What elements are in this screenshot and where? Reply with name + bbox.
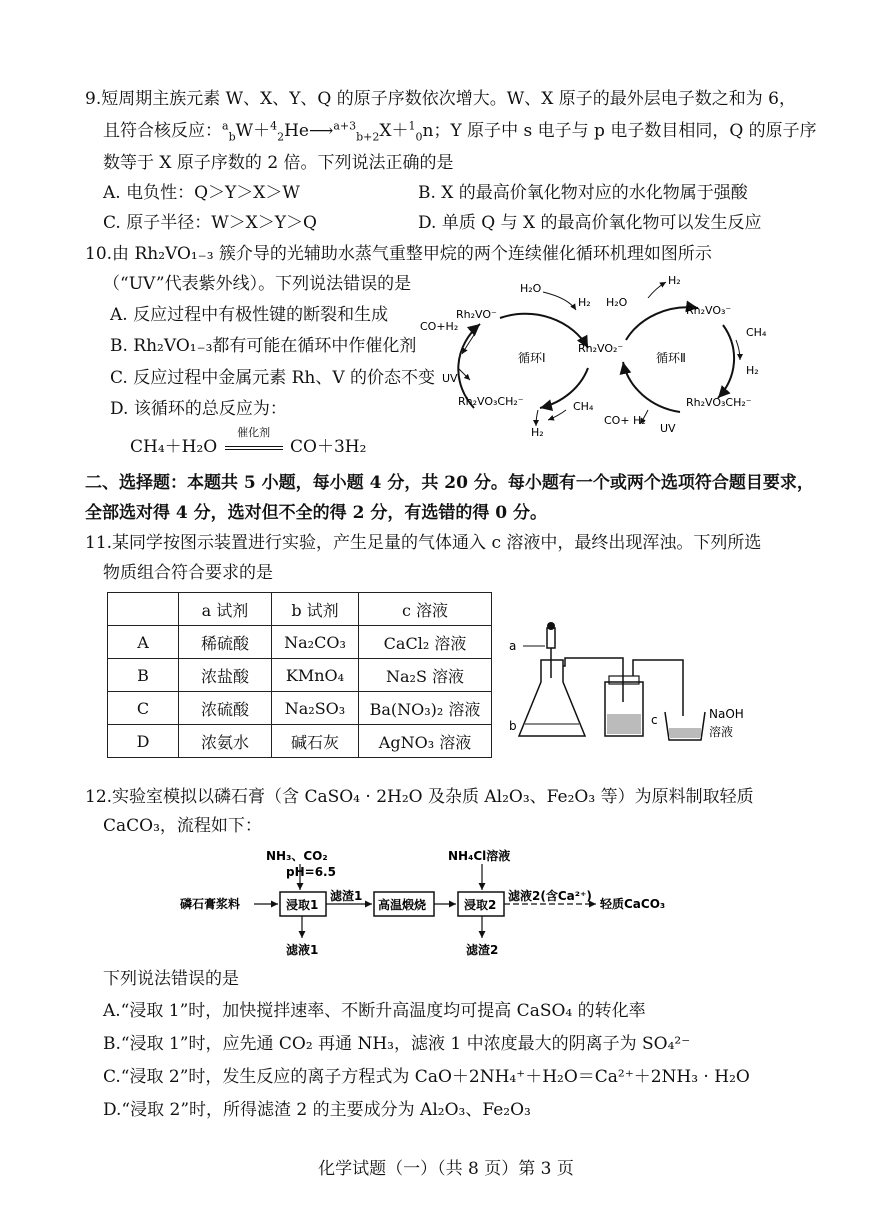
dropping-funnel [547, 628, 555, 648]
q9-w-mass: a [222, 119, 229, 133]
q9-x-number: b+2 [356, 130, 380, 144]
diag-rh2vo3: Rh₂VO₃⁻ [686, 304, 732, 317]
q10-eq-arrow [223, 426, 285, 458]
table-header-cell: a 试剂 [179, 593, 272, 626]
q9-stem-text: 且符合核反应： [103, 121, 222, 141]
table-cell: Na₂CO₃ [272, 626, 359, 659]
diag-co-h2-2: CO+ H₂ [604, 414, 646, 427]
flow-box2-label: 高温煅烧 [378, 898, 427, 912]
q10-stem-line1: 10.由 Rh₂VO₁₋₃ 簇介导的光辅助水蒸气重整甲烷的两个连续催化循环机理如图所示 [85, 244, 712, 264]
diag-h2-1: H₂ [578, 296, 591, 309]
q10-eq-left: CH₄＋H₂O [130, 437, 218, 457]
q9-stem-line2: 且符合核反应：$^a_b$W＋$^4_2$He⟶$^{a+3}_{b+2}$X＋$^1_0$n；Y 原子中 s 电子与 p 电子数目相同，Q 的原子序 [103, 119, 817, 144]
label-c: c [651, 713, 658, 727]
table-cell: Na₂SO₃ [272, 692, 359, 725]
table-cell: Na₂S 溶液 [359, 659, 492, 692]
table-header-cell [108, 593, 179, 626]
table-cell: CaCl₂ 溶液 [359, 626, 492, 659]
flow-reagent1: NH₃、CO₂ [266, 849, 328, 863]
table-cell: 浓氨水 [179, 725, 272, 758]
table-row [108, 725, 492, 758]
table-cell: C [108, 692, 179, 725]
table-cell: KMnO₄ [272, 659, 359, 692]
q9-arrow: ⟶ [308, 121, 334, 141]
q11-stem-line1: 11.某同学按图示装置进行实验，产生足量的气体通入 c 溶液中，最终出现浑浊。下列所选 [85, 533, 762, 553]
label-solution: 溶液 [709, 725, 734, 739]
flow-filtrate1: 滤液1 [286, 943, 319, 957]
table-header-cell: b 试剂 [272, 593, 359, 626]
q10-equation [130, 426, 367, 458]
table-cell: 浓硫酸 [179, 692, 272, 725]
label-naoh: NaOH [709, 707, 744, 721]
table-row [108, 626, 492, 659]
flow-box1-label: 浸取1 [286, 898, 319, 912]
q9-n-symbol: n [422, 121, 434, 141]
q10-option-a: A. 反应过程中有极性键的断裂和生成 [110, 305, 389, 325]
q11-apparatus-diagram [505, 620, 775, 750]
label-b: b [509, 719, 517, 733]
q9-he-mass: 4 [270, 119, 278, 133]
table-cell: 稀硫酸 [179, 626, 272, 659]
diag-cycle2-label: 循环Ⅱ [656, 351, 686, 365]
conical-flask [519, 660, 585, 736]
table-cell: D [108, 725, 179, 758]
cycle2-right-arrow [718, 325, 734, 398]
q12-flow-diagram [178, 846, 708, 958]
diag-h2-3: H₂ [668, 274, 681, 287]
q9-x-symbol: X [379, 121, 392, 141]
q9-stem-line3: 数等于 X 原子序数的 2 倍。下列说法正确的是 [103, 153, 454, 173]
q10-option-b: B. Rh₂VO₁₋₃都有可能在循环中作催化剂 [110, 336, 417, 356]
q9-stem-line1: 9.短周期主族元素 W、X、Y、Q 的原子序数依次增大。W、X 原子的最外层电子数之和为 6， [85, 89, 796, 109]
section2-line1: 二、选择题：本题共 5 小题，每小题 4 分，共 20 分。每小题有一个或两个选项符合题目要求， [85, 473, 814, 493]
q9-w-symbol: W [235, 121, 254, 141]
table-cell: B [108, 659, 179, 692]
q10-option-d: D. 该循环的总反应为： [110, 399, 287, 419]
q9-option-c: C. 原子半径：W＞X＞Y＞Q [103, 213, 317, 233]
q12-option-a: A.“浸取 1”时，加快搅拌速率、不断升高温度均可提高 CaSO₄ 的转化率 [103, 1001, 646, 1021]
diag-rh2vo3ch2-1: Rh₂VO₃CH₂⁻ [458, 395, 524, 408]
diag-rh2vo3ch2-2: Rh₂VO₃CH₂⁻ [686, 396, 752, 409]
diag-uv-2: UV [660, 422, 676, 435]
q9-option-b: B. X 的最高价氧化物对应的水化物属于强酸 [418, 183, 748, 203]
flow-residue2: 滤渣2 [466, 943, 499, 957]
table-cell: 浓盐酸 [179, 659, 272, 692]
diag-rh2vo2: Rh₂VO₂⁻ [578, 342, 624, 355]
q9-option-a: A. 电负性：Q＞Y＞X＞W [103, 183, 300, 203]
diag-rh2vo: Rh₂VO⁻ [456, 308, 497, 321]
q12-stem-line1: 12.实验室模拟以磷石膏（含 CaSO₄ · 2H₂O 及杂质 Al₂O₃、Fe₂O₃ 等）为原料制取轻质 [85, 787, 754, 807]
q10-stem-line2: （“UV”代表紫外线）。下列说法错误的是 [103, 274, 412, 294]
q9-w-number: b [228, 130, 236, 144]
q12-option-b: B.“浸取 1”时，应先通 CO₂ 再通 NH₃，滤液 1 中浓度最大的阴离子为 SO₄²⁻ [103, 1034, 691, 1054]
diag-h2o-2: H₂O [606, 296, 628, 309]
cycle1-top-arrow [500, 314, 588, 348]
cycle2-bottom-arrow [623, 362, 680, 412]
page-footer: 化学试题（一）（共 8 页）第 3 页 [318, 1159, 574, 1179]
flow-residue1: 滤渣1 [330, 889, 363, 903]
table-row [108, 659, 492, 692]
flow-ph: pH=6.5 [286, 865, 336, 879]
diag-cycle1-label: 循环Ⅰ [518, 351, 546, 365]
q10-eq-catalyst: 催化剂 [237, 426, 271, 439]
q10-eq-right: CO＋3H₂ [290, 437, 367, 457]
q10-option-c: C. 反应过程中金属元素 Rh、V 的价态不变 [110, 368, 436, 388]
diag-ch4-1: CH₄ [573, 400, 594, 413]
table-header-cell: c 溶液 [359, 593, 492, 626]
diag-ch4-2: CH₄ [746, 326, 767, 339]
flow-box3-label: 浸取2 [464, 898, 497, 912]
diag-co-h2-1: CO+H₂ [420, 320, 459, 333]
flow-reagent2: NH₄Cl溶液 [448, 849, 511, 863]
flow-filtrate2: 滤液2(含Ca²⁺) [508, 889, 592, 903]
q9-n-mass: 1 [408, 119, 416, 133]
q11-stem-line2: 物质组合符合要求的是 [103, 563, 273, 583]
q12-ask: 下列说法错误的是 [103, 969, 239, 989]
table-header-row [108, 593, 492, 626]
q11-table [107, 592, 492, 758]
q9-option-d: D. 单质 Q 与 X 的最高价氧化物可以发生反应 [418, 213, 762, 233]
table-cell: A [108, 626, 179, 659]
q12-stem-line2: CaCO₃，流程如下： [103, 816, 262, 836]
table-cell: AgNO₃ 溶液 [359, 725, 492, 758]
q9-stem-text-b: ；Y 原子中 s 电子与 p 电子数目相同，Q 的原子序 [433, 121, 817, 141]
table-cell: Ba(NO₃)₂ 溶液 [359, 692, 492, 725]
q9-he-symbol: He [284, 121, 309, 141]
flow-raw-material: 磷石膏浆料 [180, 897, 241, 911]
q12-option-c: C.“浸取 2”时，发生反应的离子方程式为 CaO＋2NH₄⁺＋H₂O＝Ca²⁺＋2NH₃ · H₂O [103, 1067, 750, 1087]
table-cell: 碱石灰 [272, 725, 359, 758]
q9-he-number: 2 [277, 130, 285, 144]
diag-h2o-1: H₂O [520, 282, 542, 295]
diag-h2-4: H₂ [746, 364, 759, 377]
table-row [108, 692, 492, 725]
diag-uv-1: UV [442, 372, 458, 385]
diag-h2-2: H₂ [531, 426, 544, 439]
q12-option-d: D.“浸取 2”时，所得滤渣 2 的主要成分为 Al₂O₃、Fe₂O₃ [103, 1100, 531, 1120]
section2-line2: 全部选对得 4 分，选对但不全的得 2 分，有选错的得 0 分。 [85, 503, 547, 523]
label-a: a [509, 639, 517, 653]
q10-cycle-diagram [418, 270, 778, 450]
q9-n-number: 0 [415, 130, 423, 144]
q9-x-mass: a+3 [333, 119, 357, 133]
flow-product: 轻质CaCO₃ [600, 897, 666, 911]
